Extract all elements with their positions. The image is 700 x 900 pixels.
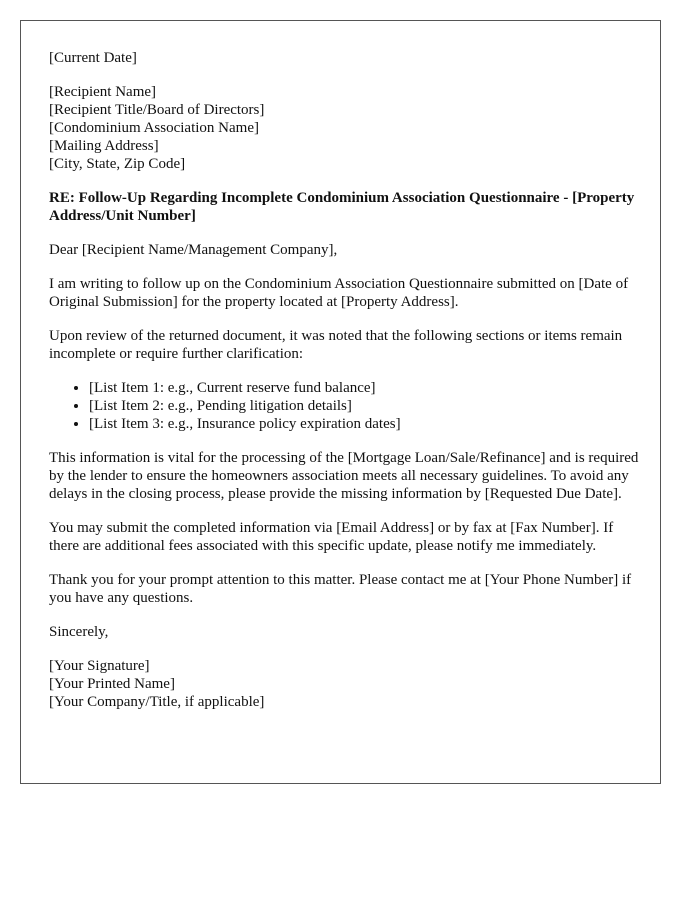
date-line: [Current Date] [49,50,137,66]
subject-line: RE: Follow-Up Regarding Incomplete Condominium Association Questionnaire - [Property Address/Unit Number] [49,190,635,224]
paragraph-submission: You may submit the completed information via [Email Address] or by fax at [Fax Number]. If there are additional fees associated with this specific update, please notify me immediately. [49,520,614,554]
list-item: • [List Item 2: e.g., Pending litigation details] [89,397,639,415]
recipient-city-state-zip: [City, State, Zip Code] [49,156,186,172]
printed-name: [Your Printed Name] [49,676,175,692]
salutation: Dear [Recipient Name/Management Company], [49,242,338,258]
signature-line: [Your Signature] [49,658,150,674]
signature-block [49,657,639,711]
recipient-title: [Recipient Title/Board of Directors] [49,102,265,118]
paragraph-intro: I am writing to follow up on the Condominium Association Questionnaire submitted on [Date of Original Submission] for the property located at [Property Address]. [49,276,629,310]
recipient-block [49,83,639,173]
company-title: [Your Company/Title, if applicable] [49,694,265,710]
list-item: • [List Item 1: e.g., Current reserve fund balance] [89,379,639,397]
incomplete-items-list [49,379,639,433]
paragraph-review: Upon review of the returned document, it was noted that the following sections or items remain incomplete or require further clarification: [49,328,623,362]
recipient-name: [Recipient Name] [49,84,157,100]
closing: Sincerely, [49,624,109,640]
paragraph-importance: This information is vital for the processing of the [Mortgage Loan/Sale/Refinance] and is required by the lender to ensure the homeowners association meets all necessary guidelines. To avoid any delays in the closing process, please provide the missing information by [Requested Due Date]. [49,450,639,502]
paragraph-thanks: Thank you for your prompt attention to this matter. Please contact me at [Your Phone Number] if you have any questions. [49,572,632,606]
recipient-address: [Mailing Address] [49,138,159,154]
letter-page [20,20,661,784]
recipient-association: [Condominium Association Name] [49,120,259,136]
list-item: • [List Item 3: e.g., Insurance policy expiration dates] [89,415,639,433]
letter-body [49,49,639,727]
